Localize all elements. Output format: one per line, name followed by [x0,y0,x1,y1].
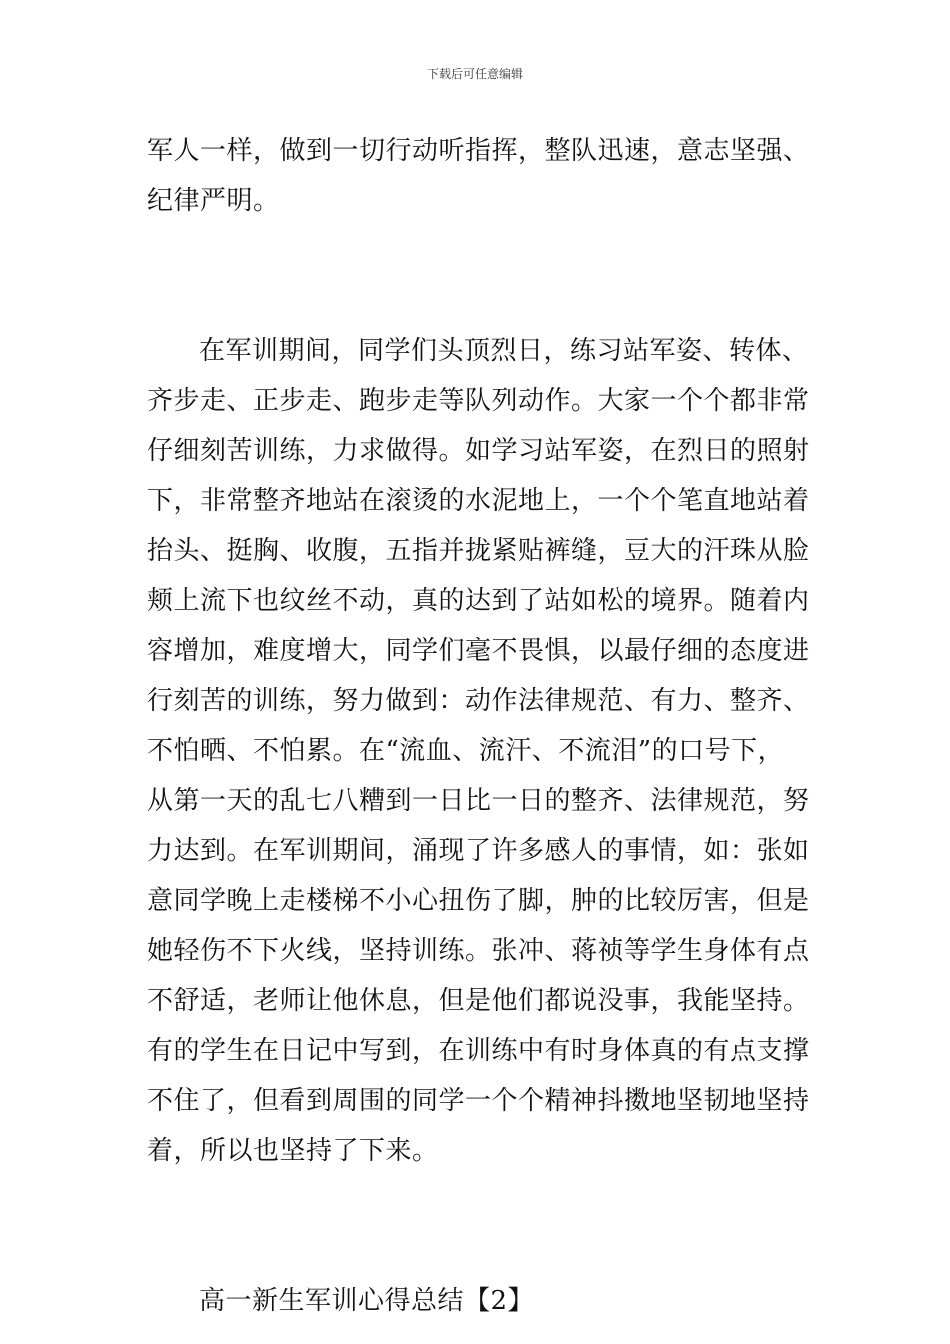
text-line: 颊上流下也纹丝不动，真的达到了站如松的境界。随着内 [147,586,810,616]
paragraph-spacer [147,1176,809,1276]
text-line: 在军训期间，同学们头顶烈日，练习站军姿、转体、 [199,336,809,366]
text-line: 仔细刻苦训练，力求做得。如学习站军姿，在烈日的照射 [147,436,810,466]
text-line: 不舒适，老师让他休息，但是他们都说没事，我能坚持。 [147,986,810,1016]
text-line: 不住了，但看到周围的同学一个个精神抖擞地坚韧地坚持 [147,1086,810,1116]
text-line: 行刻苦的训练，努力做到：动作法律规范、有力、整齐、 [147,686,810,716]
text-line: 不怕晒、不怕累。在“流血、流汗、不流泪”的口号下， [147,736,785,766]
section-heading: 高一新生军训心得总结【2】 [199,1286,535,1316]
text-line: 从第一天的乱七八糟到一日比一日的整齐、法律规范，努 [147,786,810,816]
paragraph-spacer [147,226,809,326]
text-line: 着，所以也坚持了下来。 [147,1136,439,1166]
text-line: 纪律严明。 [147,186,280,216]
document-body [147,126,809,1326]
text-line: 齐步走、正步走、跑步走等队列动作。大家一个个都非常 [147,386,810,416]
paragraph-continued [147,126,809,226]
paragraph-main [147,326,809,1176]
text-line: 下，非常整齐地站在滚烫的水泥地上，一个个笔直地站着 [147,486,810,516]
text-line: 她轻伤不下火线，坚持训练。张冲、蒋祯等学生身体有点 [147,936,810,966]
text-line: 军人一样，做到一切行动听指挥，整队迅速，意志坚强、 [147,136,810,166]
text-line: 有的学生在日记中写到，在训练中有时身体真的有点支撑 [147,1036,810,1066]
page-header-note: 下载后可任意编辑 [426,67,523,81]
text-line: 意同学晚上走楼梯不小心扭伤了脚，肿的比较厉害，但是 [147,886,810,916]
text-line: 抬头、挺胸、收腹，五指并拢紧贴裤缝，豆大的汗珠从脸 [147,536,810,566]
text-line: 容增加，难度增大，同学们毫不畏惧，以最仔细的态度进 [147,636,810,666]
text-line: 力达到。在军训期间，涌现了许多感人的事情，如：张如 [147,836,810,866]
